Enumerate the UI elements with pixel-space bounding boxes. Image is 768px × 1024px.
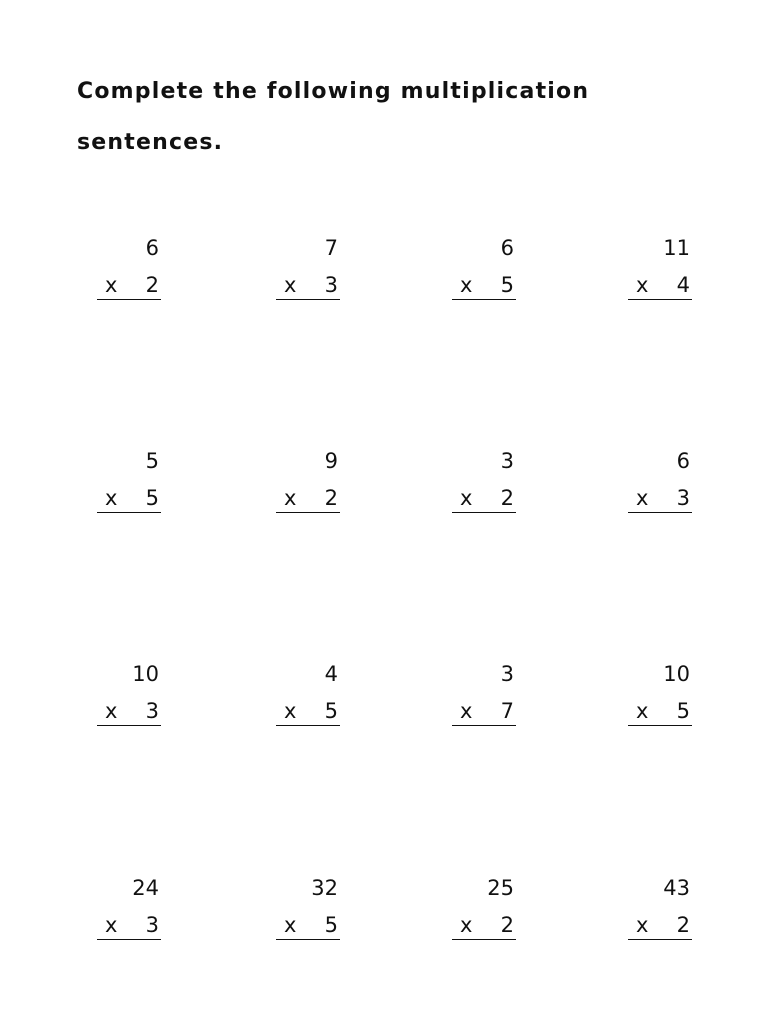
answer-line bbox=[452, 512, 516, 513]
multiplication-problem bbox=[276, 236, 340, 306]
multiplicand: 7 bbox=[324, 236, 338, 260]
multiplicand: 5 bbox=[145, 449, 159, 473]
multiplicand: 11 bbox=[663, 236, 690, 260]
multiplicand: 9 bbox=[324, 449, 338, 473]
multiplier: 5 bbox=[500, 273, 514, 297]
multiplication-problem bbox=[452, 449, 516, 519]
multiplication-sign: x bbox=[636, 699, 649, 723]
multiplicand: 10 bbox=[663, 662, 690, 686]
multiplicand: 32 bbox=[311, 876, 338, 900]
multiplication-problem bbox=[452, 236, 516, 306]
multiplier: 2 bbox=[145, 273, 159, 297]
multiplier: 4 bbox=[676, 273, 690, 297]
answer-line bbox=[97, 939, 161, 940]
multiplication-sign: x bbox=[105, 699, 118, 723]
multiplication-sign: x bbox=[636, 913, 649, 937]
multiplication-sign: x bbox=[284, 273, 297, 297]
multiplication-problem bbox=[452, 662, 516, 732]
answer-line bbox=[452, 939, 516, 940]
multiplier: 5 bbox=[145, 486, 159, 510]
multiplier: 3 bbox=[676, 486, 690, 510]
multiplier: 3 bbox=[145, 699, 159, 723]
answer-line bbox=[97, 512, 161, 513]
answer-line bbox=[452, 725, 516, 726]
multiplication-sign: x bbox=[460, 486, 473, 510]
multiplication-sign: x bbox=[105, 273, 118, 297]
multiplication-problem bbox=[97, 449, 161, 519]
multiplicand: 6 bbox=[145, 236, 159, 260]
answer-line bbox=[276, 512, 340, 513]
multiplicand: 3 bbox=[500, 449, 514, 473]
answer-line bbox=[276, 725, 340, 726]
answer-line bbox=[628, 725, 692, 726]
multiplicand: 25 bbox=[487, 876, 514, 900]
multiplier: 5 bbox=[324, 913, 338, 937]
multiplication-sign: x bbox=[636, 273, 649, 297]
multiplier: 2 bbox=[500, 486, 514, 510]
multiplicand: 4 bbox=[324, 662, 338, 686]
multiplication-problem bbox=[276, 662, 340, 732]
multiplication-problem bbox=[628, 449, 692, 519]
multiplication-problem bbox=[97, 236, 161, 306]
multiplicand: 24 bbox=[132, 876, 159, 900]
answer-line bbox=[628, 939, 692, 940]
multiplication-problem bbox=[97, 662, 161, 732]
multiplier: 7 bbox=[500, 699, 514, 723]
multiplication-sign: x bbox=[460, 913, 473, 937]
multiplication-problem bbox=[97, 876, 161, 946]
multiplication-problem bbox=[452, 876, 516, 946]
answer-line bbox=[97, 725, 161, 726]
multiplication-problem bbox=[628, 236, 692, 306]
multiplication-sign: x bbox=[284, 699, 297, 723]
multiplication-sign: x bbox=[460, 273, 473, 297]
multiplication-problem bbox=[276, 876, 340, 946]
multiplication-sign: x bbox=[284, 486, 297, 510]
multiplication-sign: x bbox=[284, 913, 297, 937]
multiplication-sign: x bbox=[105, 486, 118, 510]
answer-line bbox=[97, 299, 161, 300]
answer-line bbox=[452, 299, 516, 300]
multiplication-sign: x bbox=[105, 913, 118, 937]
multiplicand: 6 bbox=[500, 236, 514, 260]
multiplicand: 6 bbox=[676, 449, 690, 473]
multiplier: 5 bbox=[324, 699, 338, 723]
answer-line bbox=[628, 299, 692, 300]
answer-line bbox=[276, 299, 340, 300]
worksheet-instructions: Complete the following multiplication sentences. bbox=[77, 79, 590, 155]
multiplier: 3 bbox=[324, 273, 338, 297]
multiplication-sign: x bbox=[460, 699, 473, 723]
multiplier: 5 bbox=[676, 699, 690, 723]
answer-line bbox=[628, 512, 692, 513]
multiplication-sign: x bbox=[636, 486, 649, 510]
answer-line bbox=[276, 939, 340, 940]
multiplication-problem bbox=[628, 876, 692, 946]
multiplication-problem bbox=[276, 449, 340, 519]
multiplicand: 43 bbox=[663, 876, 690, 900]
multiplier: 3 bbox=[145, 913, 159, 937]
multiplier: 2 bbox=[500, 913, 514, 937]
multiplicand: 3 bbox=[500, 662, 514, 686]
multiplication-problem bbox=[628, 662, 692, 732]
multiplier: 2 bbox=[676, 913, 690, 937]
multiplier: 2 bbox=[324, 486, 338, 510]
multiplicand: 10 bbox=[132, 662, 159, 686]
